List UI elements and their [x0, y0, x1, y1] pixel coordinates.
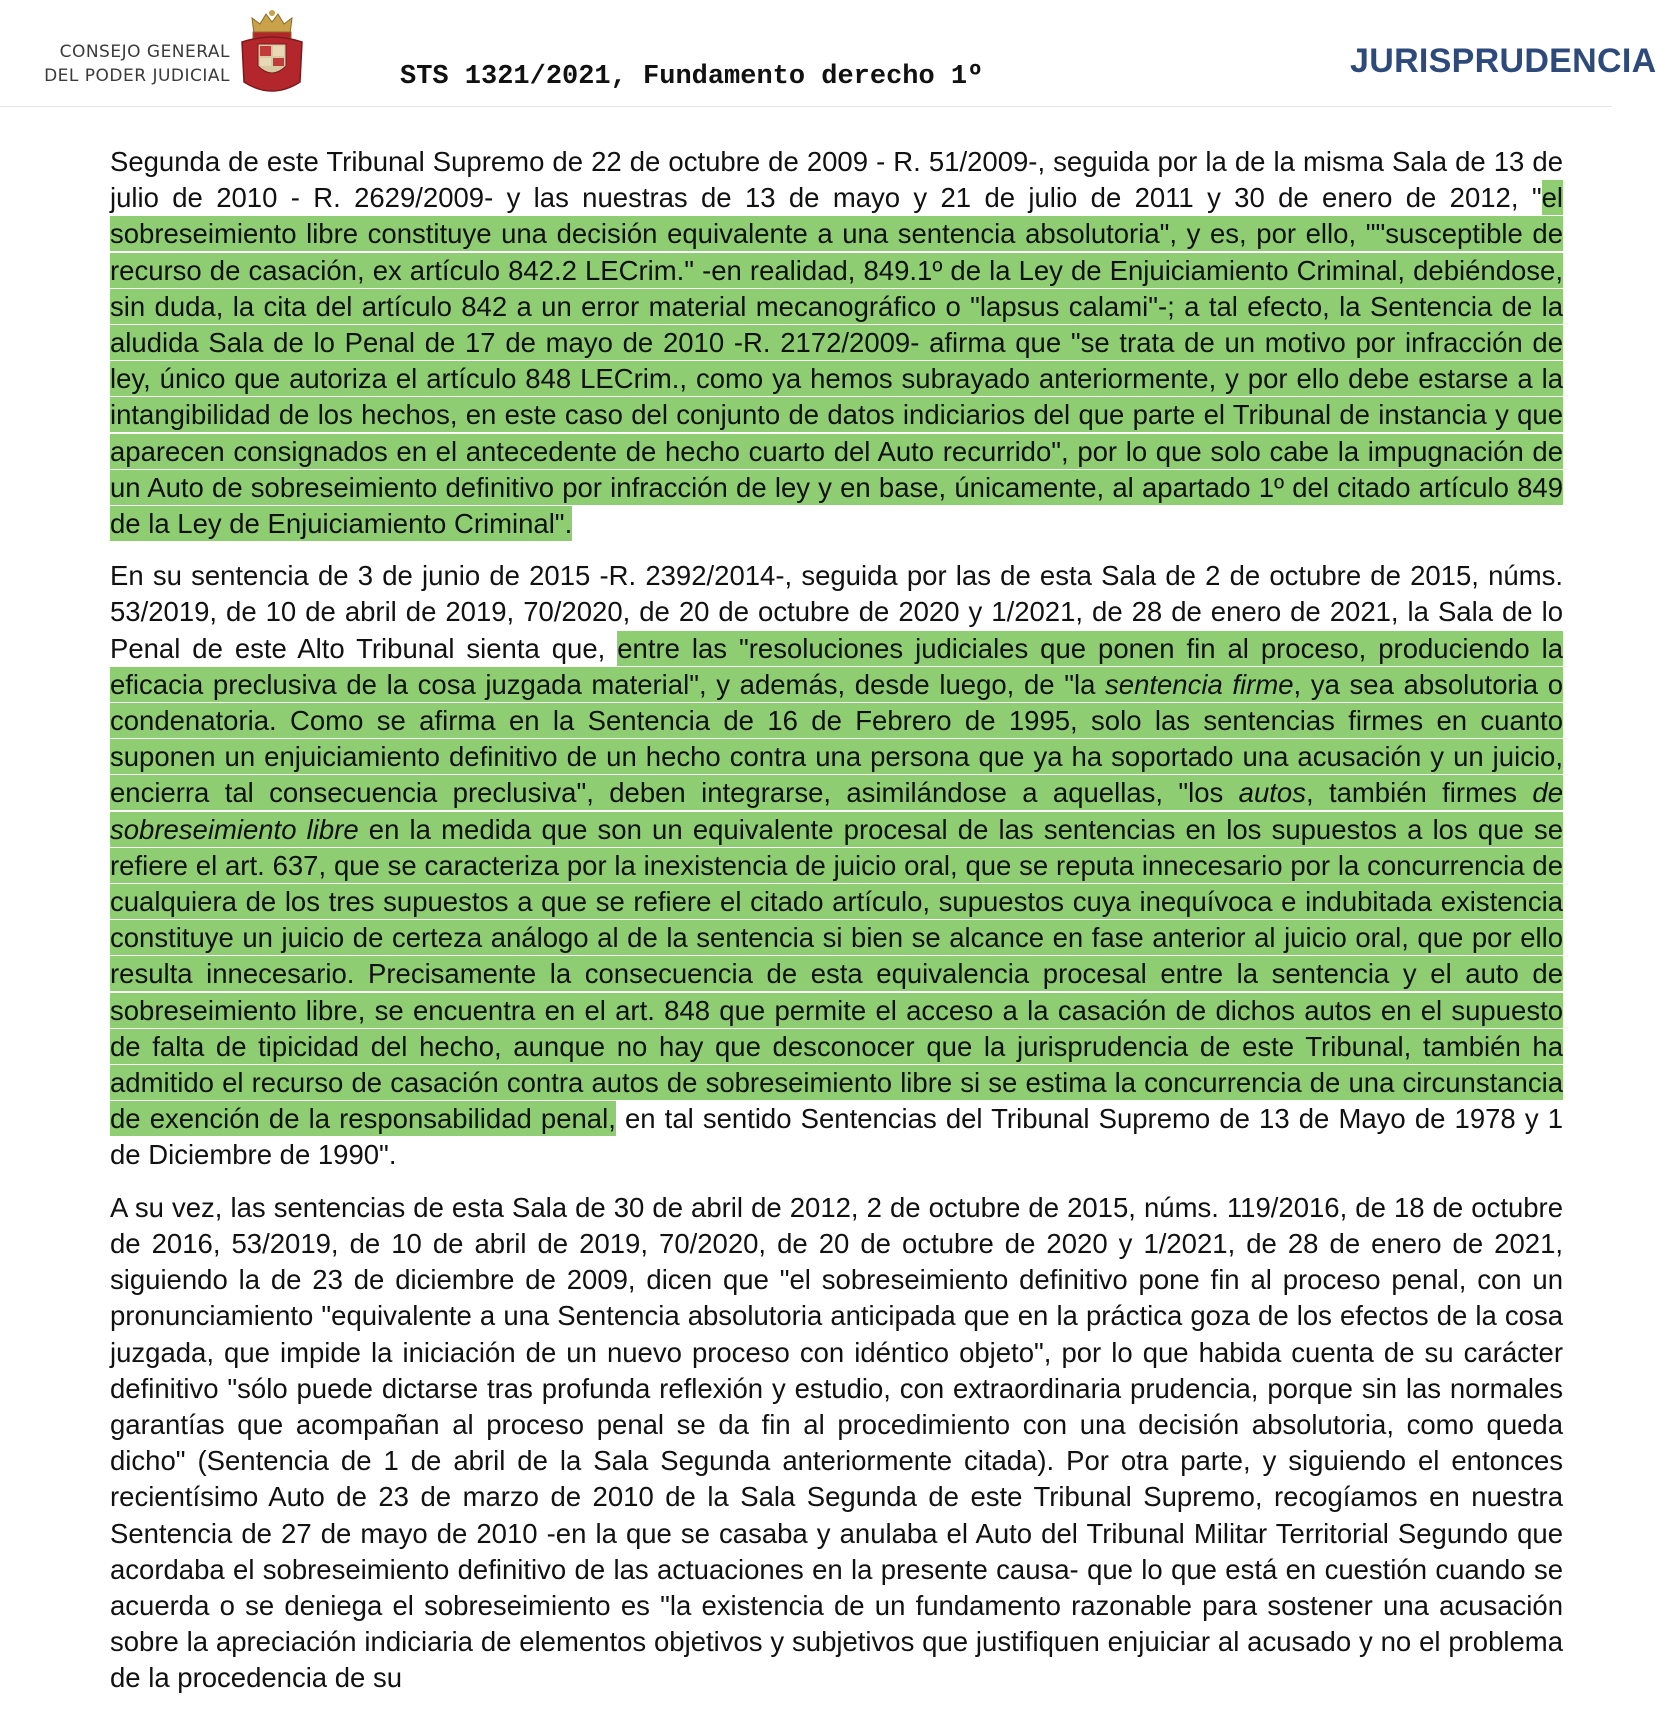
text-segment: en tal sentido Sentencias del Tribunal Supremo de 13 de Mayo de 1978 y 1 de Diciembre de 1990". — [110, 1103, 1563, 1171]
highlighted-text: el sobreseimiento libre constituye una decisión equivalente a una sentencia absolutoria", y es, por ello, ""susceptible de recurso de casación, ex artículo 842.2 LECrim." -en realidad, 849.1º de la Ley de Enjuiciamiento Criminal, debiéndose, sin duda, la cita del artículo 842 a un error material mecanográfico o "lapsus calami"-; a tal efecto, la Sentencia de la aludida Sala de lo Penal de 17 de mayo de 2010 -R. 2172/2009- afirma que "se trata de un motivo por infracción de ley, único que autoriza el artículo 848 LECrim., como ya hemos subrayado anteriormente, y por ello debe estarse a la intangibilidad de los hechos, en este caso del conjunto de datos indiciarios del que parte el Tribunal de instancia y que aparecen consignados en el antecedente de hecho cuarto del Auto recurrido", por lo que solo cabe la impugnación de un Auto de sobreseimiento definitivo por infracción de ley y en base, únicamente, al apartado 1º del citado artículo 849 de la Ley de Enjuiciamiento Criminal". — [110, 182, 1563, 540]
highlighted-text: , también firmes — [1305, 777, 1533, 809]
paragraph — [110, 558, 1563, 1173]
page-header — [0, 0, 1656, 107]
org-name-line2: DEL PODER JUDICIAL — [44, 66, 230, 86]
text-segment: En su sentencia de 3 de junio de 2015 -R. 2392/2014-, seguida por las de esta Sala de 2 de octubre de 2015, núms. 53/2019, de 10 de abril de 2019, 70/2020, de 20 de octubre de 2020 y 1/2021, de 28 de enero de 2021, la Sala de lo Penal de este Alto Tribunal sienta que, — [110, 560, 1563, 664]
text-segment: Segunda de este Tribunal Supremo de 22 de octubre de 2009 - R. 51/2009-, seguida por la de la misma Sala de 13 de julio de 2010 - R. 2629/2009- y las nuestras de 13 de mayo y 21 de julio de 2011 y 30 de enero de 2012, " — [110, 146, 1563, 214]
section-title: JURISPRUDENCIA — [1350, 42, 1656, 80]
highlighted-text: , ya sea absolutoria o condenatoria. Como se afirma en la Sentencia de 16 de Febrero de 1995, solo las sentencias firmes en cuanto suponen un enjuiciamiento definitivo de un hecho contra una persona que ya ha soportado una acusación y un juicio, encierra tal consecuencia preclusiva", deben integrarse, asimilándose a aquellas, "los — [110, 668, 1564, 809]
document-body — [110, 144, 1563, 1713]
highlighted-text: autos — [1238, 777, 1306, 809]
paragraph — [110, 1190, 1563, 1697]
highlighted-text: en la medida que son un equivalente procesal de las sentencias en los supuestos a los que se refiere el art. 637, que se caracteriza por la inexistencia de juicio oral, que se reputa innecesario por la concurrencia de cualquiera de los tres supuestos a que se refiere el citado artículo, supuestos cuya inequívoca e indubitada existencia constituye un juicio de certeza análogo al de la sentencia si bien se alcance en fase anterior al juicio oral, que por ello resulta innecesario. Precisamente la consecuencia de esta equivalencia procesal entre la sentencia y el auto de sobreseimiento libre, se encuentra en el art. 848 que permite el acceso a la casación de dichos autos en el supuesto de falta de tipicidad del hecho, aunque no hay que desconocer que la jurisprudencia de este Tribunal, también ha admitido el recurso de casación contra autos de sobreseimiento libre si se estima la concurrencia de una circunstancia de exención de la responsabilidad penal, — [110, 813, 1563, 1135]
paragraph — [110, 144, 1563, 542]
highlighted-text: sentencia firme — [1105, 668, 1294, 700]
coat-of-arms-icon — [236, 8, 308, 94]
org-name-line1: CONSEJO GENERAL — [59, 42, 230, 62]
org-name — [24, 40, 230, 88]
highlighted-text: entre las "resoluciones judiciales que ponen fin al proceso, produciendo la eficacia preclusiva de la cosa juzgada material", y además, desde luego, de "la — [110, 632, 1563, 700]
text-segment: A su vez, las sentencias de esta Sala de 30 de abril de 2012, 2 de octubre de 2015, núms. 119/2016, de 18 de octubre de 2016, 53/2019, de 10 de abril de 2019, 70/2020, de 20 de octubre de 2020 y 1/2021, de 28 de enero de 2021, siguiendo la de 23 de diciembre de 2009, dicen que "el sobreseimiento definitivo pone fin al proceso penal, con un pronunciamiento "equivalente a una Sentencia absolutoria anticipada que en la práctica goza de los efectos de la cosa juzgada, que impide la iniciación de un nuevo proceso con idéntico objeto", por lo que habida cuenta de su carácter definitivo "sólo puede dictarse tras profunda reflexión y estudio, con extraordinaria prudencia, porque sin las normales garantías que acompañan al proceso penal se da fin al procedimiento con una decisión absolutoria, como queda dicho" (Sentencia de 1 de abril de la Sala Segunda anteriormente citada). Por otra parte, y siguiendo el entonces recientísimo Auto de 23 de marzo de 2010 de la Sala Segunda de este Tribunal Supremo, recogíamos en nuestra Sentencia de 27 de mayo de 2010 -en la que se casaba y anulaba el Auto del Tribunal Militar Territorial Segundo que acordaba el sobreseimiento definitivo de las actuaciones en la presente causa- que lo que está en cuestión cuando se acuerda o se deniega el sobreseimiento es "la existencia de un fundamento razonable para sostener una acusación sobre la apreciación indiciaria de elementos objetivos y subjetivos que justifiquen enjuiciar al acusado y no el problema de la procedencia de su — [110, 1191, 1563, 1694]
highlighted-text: de sobreseimiento libre — [110, 777, 1563, 845]
document-reference: STS 1321/2021, Fundamento derecho 1º — [400, 62, 984, 92]
